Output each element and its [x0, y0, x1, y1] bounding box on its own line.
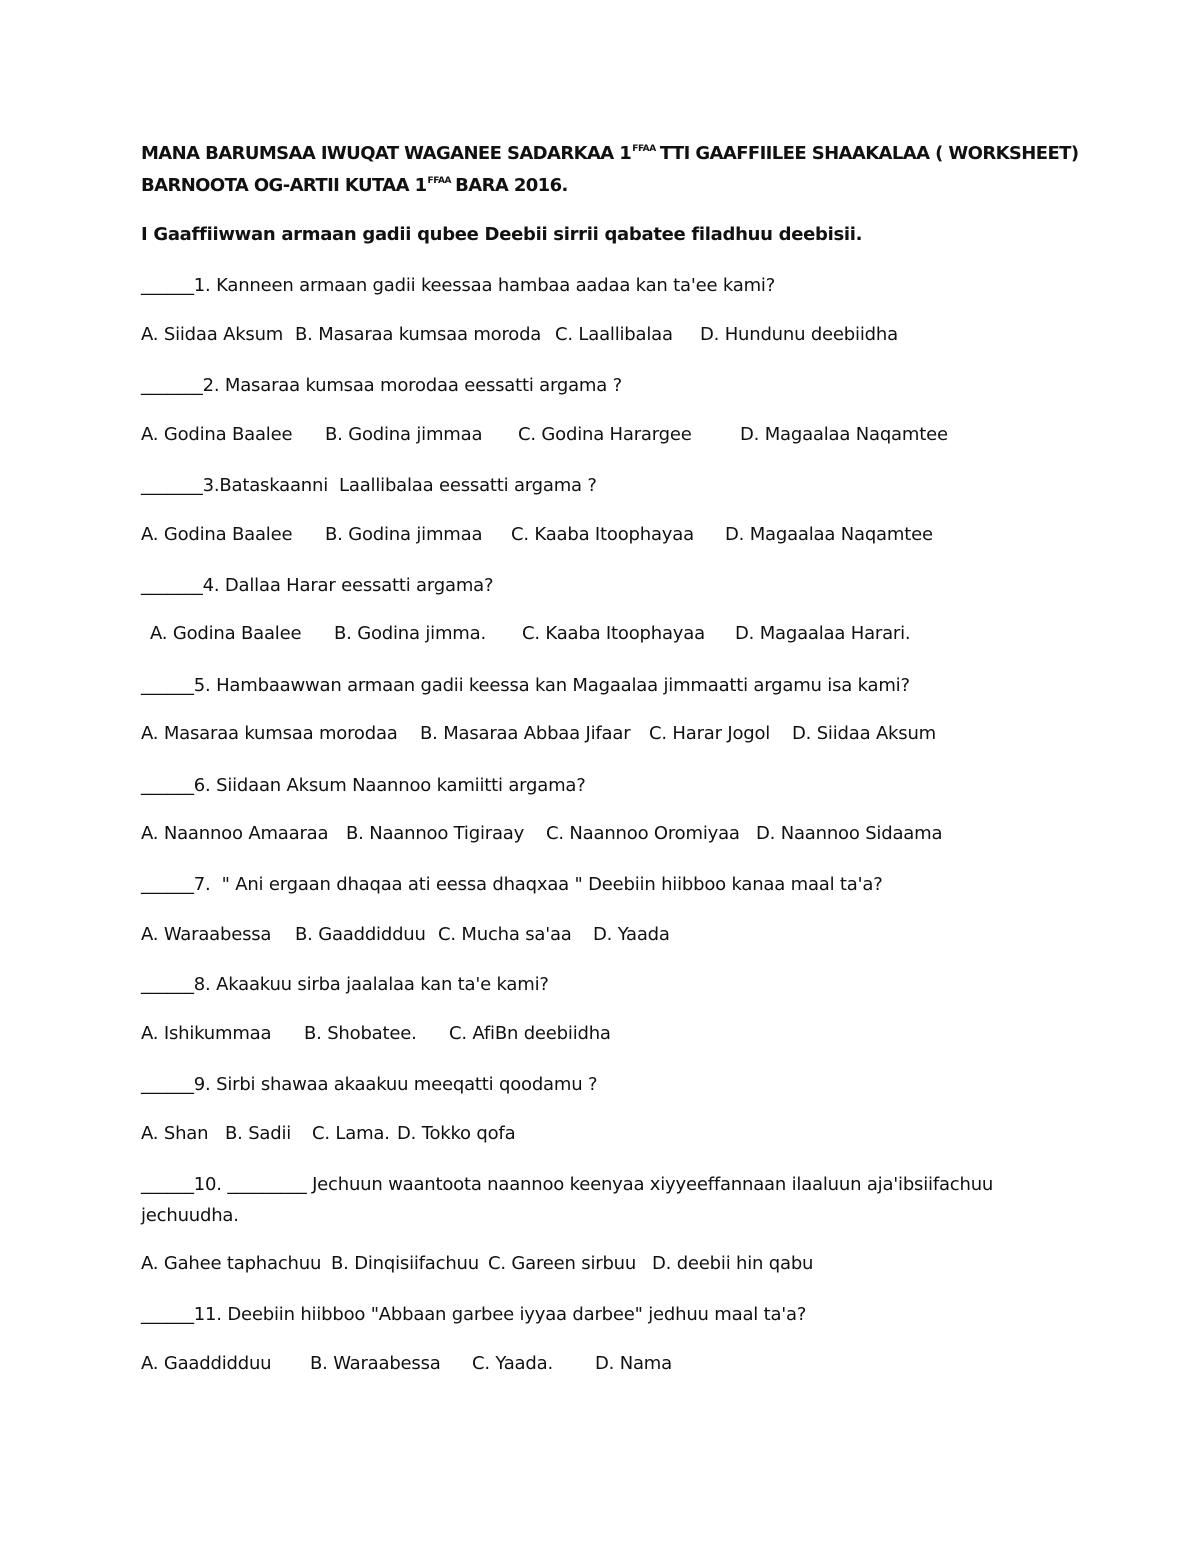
option-a: A. Naannoo Amaaraa [141, 823, 329, 844]
title-line-1-text: MANA BARUMSAA IWUQAT WAGANEE SADARKAA 1 [141, 143, 632, 164]
option-b: B. Shobatee. [304, 1023, 417, 1044]
option-a: A. Gaaddidduu [141, 1353, 272, 1374]
option-d: D. Siidaa Aksum [792, 723, 936, 744]
question-11-options [141, 1353, 1041, 1379]
option-c: C. Yaada. [472, 1353, 553, 1374]
question-10: ______10. _________ Jechuun waantoota naannoo keenyaa xiyyeeffannaan ilaaluun aja'ibsiifachuu jechuudha. [141, 1174, 999, 1226]
option-b: B. Godina jimmaa [325, 524, 483, 545]
question-1: ______1. Kanneen armaan gadii keessaa hambaa aadaa kan ta'ee kami? [141, 275, 776, 296]
option-b: B. Naannoo Tigiraay [346, 823, 525, 844]
option-c: C. Mucha sa'aa [438, 924, 572, 945]
question-5: ______5. Hambaawwan armaan gadii keessa kan Magaalaa jimmaatti argamu isa kami? [141, 675, 910, 696]
option-d: D. Magaalaa Naqamtee [740, 424, 948, 445]
question-10-options [141, 1253, 1041, 1279]
option-d: D. Yaada [593, 924, 670, 945]
option-c: C. Godina Harargee [518, 424, 692, 445]
option-b: B. Gaaddidduu [295, 924, 426, 945]
option-a: A. Shan [141, 1123, 209, 1144]
title-line-2-rest: BARA 2016. [455, 175, 568, 196]
question-8: ______8. Akaakuu sirba jaalalaa kan ta'e kami? [141, 974, 549, 995]
option-d: D. Tokko qofa [397, 1123, 516, 1144]
option-c: C. AfiBn deebiidha [449, 1023, 611, 1044]
option-b: B. Waraabessa [310, 1353, 441, 1374]
option-a: A. Gahee taphachuu [141, 1253, 322, 1274]
option-a: A. Waraabessa [141, 924, 272, 945]
question-8-options [141, 1023, 1041, 1049]
question-3: _______3.Bataskaanni Laallibalaa eessatti argama ? [141, 475, 597, 496]
question-7: ______7. " Ani ergaan dhaqaa ati eessa dhaqxaa " Deebiin hiibboo kanaa maal ta'a? [141, 874, 883, 895]
question-4: _______4. Dallaa Harar eessatti argama? [141, 575, 494, 596]
question-3-options [141, 524, 1041, 550]
option-c: C. Gareen sirbuu [488, 1253, 637, 1274]
question-6: ______6. Siidaan Aksum Naannoo kamiitti argama? [141, 775, 586, 796]
option-d: D. Hundunu deebiidha [700, 324, 898, 345]
title-line-1-rest: TTI GAAFFIILEE SHAAKALAA ( WORKSHEET) [659, 143, 1079, 164]
option-c: C. Harar Jogol [649, 723, 771, 744]
option-c: C. Laallibalaa [555, 324, 673, 345]
option-b: B. Godina jimma. [334, 623, 486, 644]
option-c: C. Kaaba Itoophayaa [522, 623, 705, 644]
option-d: D. Nama [595, 1353, 672, 1374]
worksheet-title-line-2 [141, 175, 1081, 196]
question-6-options [141, 823, 1041, 849]
title-line-2-superscript: FFAA [427, 176, 452, 186]
question-11: ______11. Deebiin hiibboo "Abbaan garbee iyyaa darbee" jedhuu maal ta'a? [141, 1304, 807, 1325]
question-7-options [141, 924, 1041, 950]
option-a: A. Godina Baalee [141, 424, 293, 445]
question-5-options [141, 723, 1041, 749]
question-1-options [141, 324, 1041, 350]
question-9-options [141, 1123, 1041, 1149]
title-line-2-text: BARNOOTA OG-ARTII KUTAA 1 [141, 175, 427, 196]
question-9: ______9. Sirbi shawaa akaakuu meeqatti qoodamu ? [141, 1074, 598, 1095]
option-d: D. Magaalaa Naqamtee [725, 524, 933, 545]
question-2: _______2. Masaraa kumsaa morodaa eessatti argama ? [141, 375, 622, 396]
option-d: D. Magaalaa Harari. [735, 623, 911, 644]
option-b: B. Godina jimmaa [325, 424, 483, 445]
option-b: B. Masaraa Abbaa Jifaar [420, 723, 631, 744]
option-c: C. Lama. [312, 1123, 390, 1144]
option-b: B. Sadii [225, 1123, 292, 1144]
option-d: D. deebii hin qabu [652, 1253, 814, 1274]
option-a: A. Godina Baalee [141, 524, 293, 545]
option-a: A. Siidaa Aksum [141, 324, 284, 345]
title-line-1-superscript: FFAA [632, 144, 656, 154]
option-d: D. Naannoo Sidaama [756, 823, 943, 844]
option-c: C. Kaaba Itoophayaa [511, 524, 694, 545]
option-a: A. Godina Baalee [150, 623, 302, 644]
question-4-options [141, 623, 1041, 649]
option-b: B. Masaraa kumsaa moroda [295, 324, 542, 345]
option-c: C. Naannoo Oromiyaa [546, 823, 740, 844]
question-2-options [141, 424, 1041, 450]
option-a: A. Ishikummaa [141, 1023, 272, 1044]
worksheet-title-line-1 [141, 143, 1081, 164]
instruction: I Gaaffiiwwan armaan gadii qubee Deebii sirrii qabatee filadhuu deebisii. [141, 224, 863, 245]
option-b: B. Dinqisiifachuu [331, 1253, 479, 1274]
option-a: A. Masaraa kumsaa morodaa [141, 723, 398, 744]
